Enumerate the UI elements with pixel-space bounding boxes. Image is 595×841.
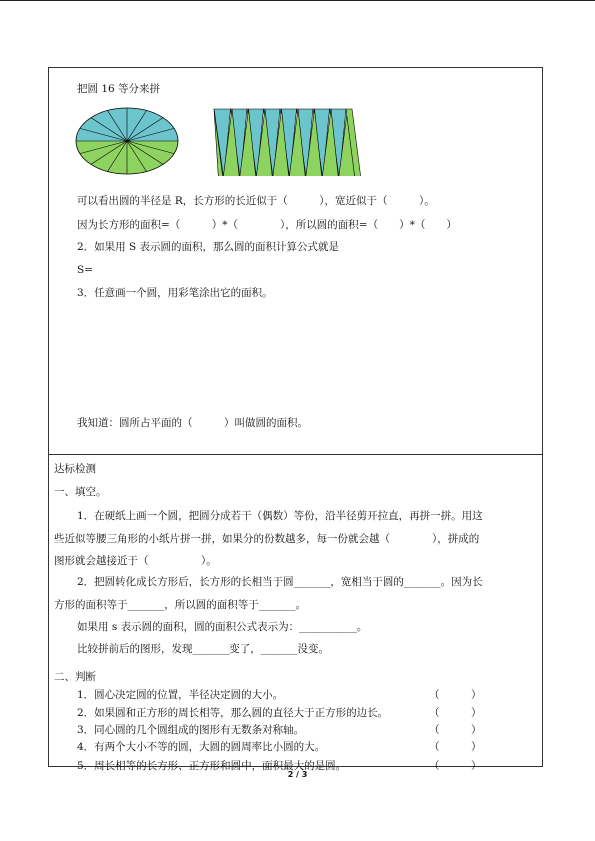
formula-text: S= <box>77 264 93 276</box>
intro-text: 把圆 16 等分来拼 <box>77 83 161 95</box>
divided-circle <box>76 108 178 174</box>
fill-2-line-4: 比较拼前后的图形，发现_______变了，_______没变。 <box>77 643 329 655</box>
section-divider <box>49 454 542 455</box>
fill-2-line-2: 方形的面积等于_______，所以圆的面积等于_______。 <box>54 599 306 611</box>
fill-2-line-3: 如果用 s 表示圆的面积，圆的面积公式表示为：___________。 <box>77 621 368 633</box>
judge-item-5: 5．周长相等的长方形、正方形和圆中，面积最大的是圆。 <box>77 760 347 772</box>
judge-paren-1: （ ） <box>429 689 482 701</box>
check-title: 达标检测 <box>54 463 96 475</box>
fill-2-line-1: 2．把圆转化成长方形后，长方形的长相当于圆_______，宽相当于圆的_______。因为长 <box>77 576 483 588</box>
fill-1-line-3: 图形就会越接近于（ ）。 <box>54 555 217 567</box>
judge-paren-2: （ ） <box>429 707 482 719</box>
because-text: 因为长方形的面积=（ ）*（ ），所以圆的面积=（ ）*（ ） <box>77 219 457 231</box>
page-top-rule <box>0 0 595 1</box>
circle-to-rectangle-illustration <box>75 106 495 176</box>
judge-paren-4: （ ） <box>429 741 482 753</box>
judge-paren-5: （ ） <box>429 760 482 772</box>
observe-text: 可以看出圆的半径是 R，长方形的长近似于（ ），宽近似于（ ）。 <box>77 195 435 207</box>
page-number: 2 / 3 <box>287 770 308 779</box>
judge-item-2: 2．如果圆和正方形的周长相等，那么圆的直径大于正方形的边长。 <box>77 707 389 719</box>
question-3: 3．任意画一个圆，用彩笔涂出它的面积。 <box>77 287 273 299</box>
rearranged-strip <box>214 109 361 176</box>
judge-title: 二、判断 <box>54 671 96 683</box>
judge-item-4: 4．有两个大小不等的圆，大圆的圆周率比小圆的大。 <box>77 741 326 753</box>
know-text: 我知道：圆所占平面的（ ）叫做圆的面积。 <box>77 417 308 429</box>
fill-title: 一、填空。 <box>54 486 107 498</box>
fill-1-line-1: 1．在硬纸上画一个圆，把圆分成若干（偶数）等份，沿半径剪开拉直，再拼一拼。用这 <box>77 510 483 522</box>
fill-1-line-2: 些近似等腰三角形的小纸片拼一拼，如果分的份数越多，每一份就会越（ ），拼成的 <box>54 533 480 545</box>
worksheet-frame <box>48 67 543 772</box>
judge-paren-3: （ ） <box>429 724 482 736</box>
judge-item-3: 3．同心圆的几个圆组成的图形有无数条对称轴。 <box>77 724 305 736</box>
question-2: 2．如果用 S 表示圆的面积，那么圆的面积计算公式就是 <box>77 241 340 253</box>
judge-item-1: 1．圆心决定圆的位置，半径决定圆的大小。 <box>77 689 284 701</box>
